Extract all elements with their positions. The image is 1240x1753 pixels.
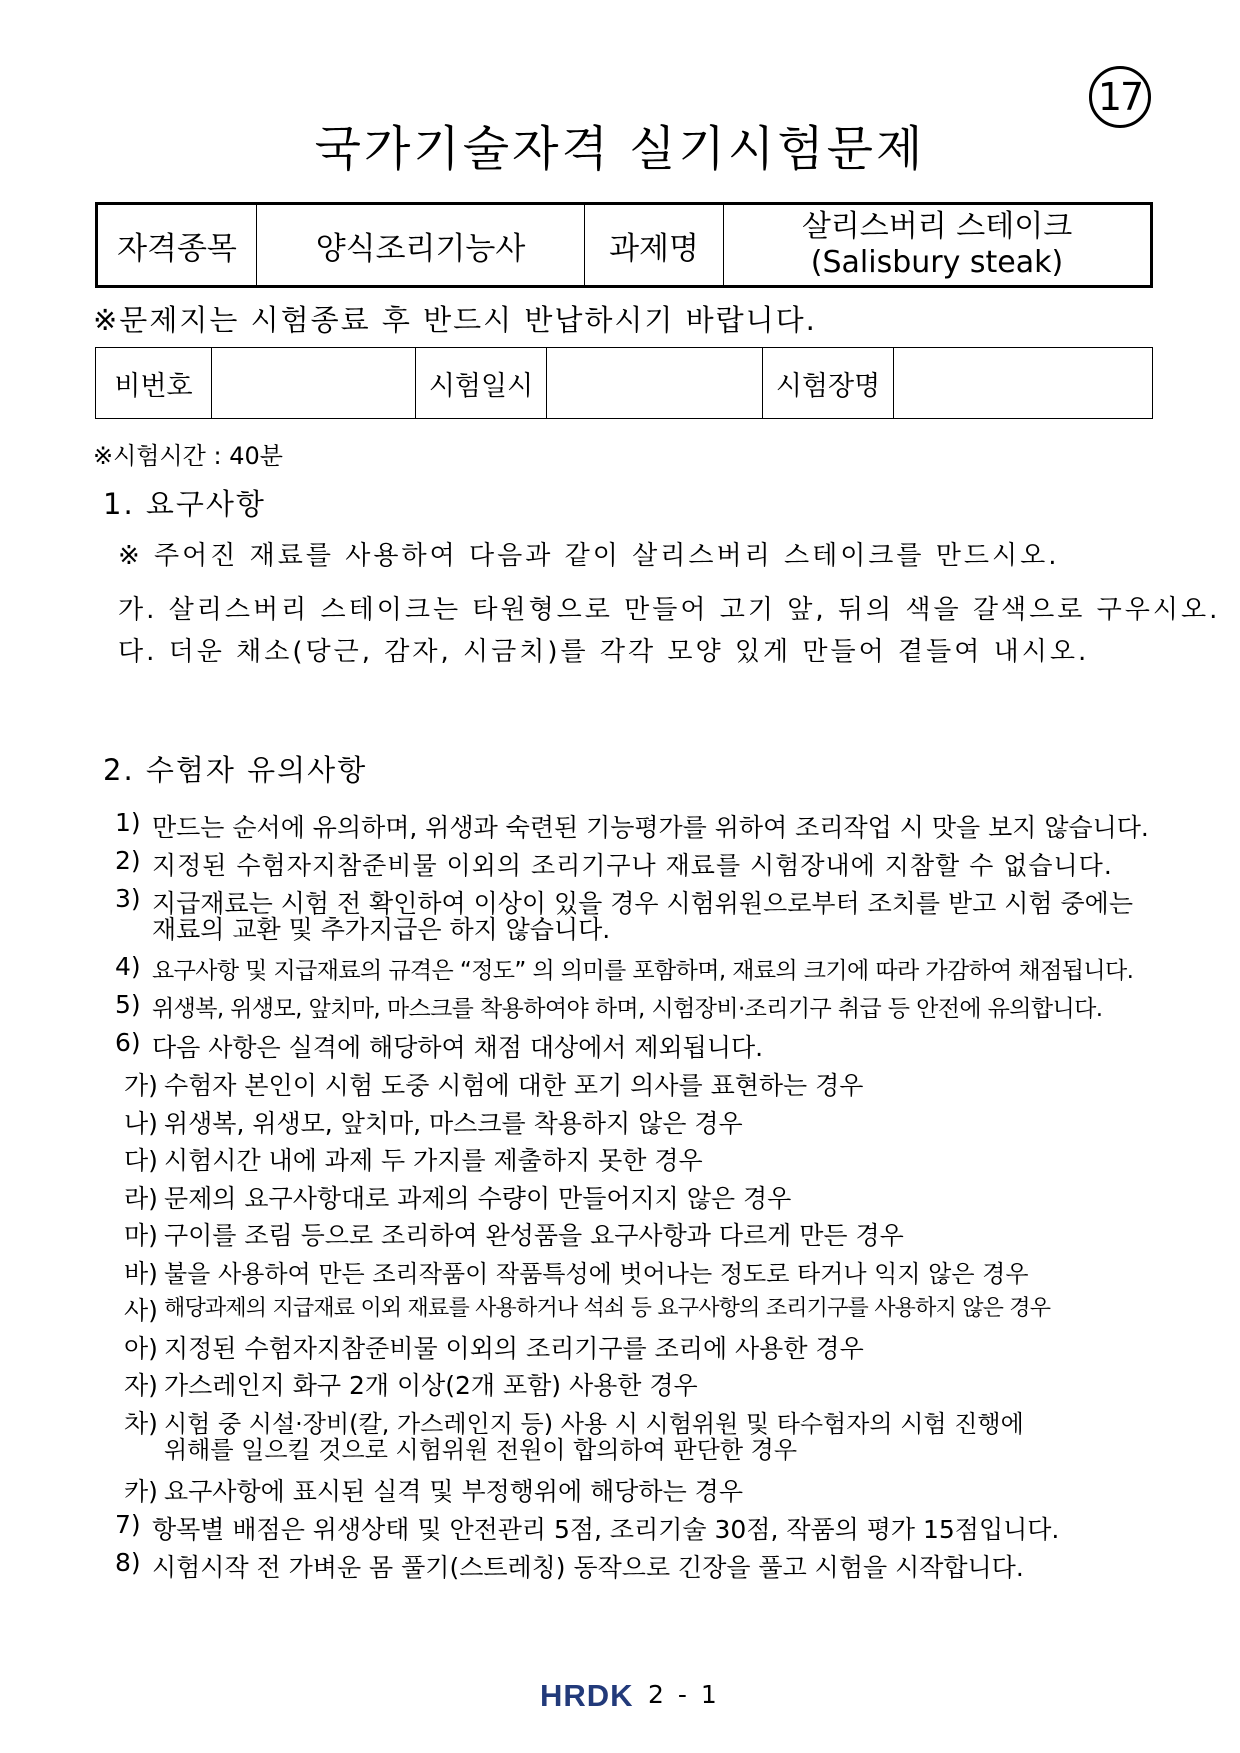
sub-item-text: 해당과제의 지급재료 이외 재료를 사용하거나 석쇠 등 요구사항의 조리기구를 사용하지 않은 경우 <box>164 1296 1051 1321</box>
sub-item-text: 요구사항에 표시된 실격 및 부정행위에 해당하는 경우 <box>164 1477 743 1506</box>
problem-number-badge: 17 <box>1089 66 1151 128</box>
exam-place-field[interactable] <box>894 348 1153 419</box>
sub-item-text: 구이를 조림 등으로 조리하여 완성품을 요구사항과 다르게 만든 경우 <box>164 1221 904 1250</box>
exam-info-table <box>95 347 1153 419</box>
sub-item-text: 시험 중 시설·장비(칼, 가스레인지 등) 사용 시 시험위원 및 타수험자의 시험 진행에 <box>164 1410 1024 1438</box>
note-number: 3) <box>115 884 141 913</box>
sub-item-number: 카) <box>124 1477 158 1506</box>
exam-number-field[interactable] <box>212 348 416 419</box>
category-value: 양식조리기능사 <box>257 204 585 287</box>
requirement-item: 다. 더운 채소(당근, 감자, 시금치)를 각각 모양 있게 만들어 곁들여 내시오. <box>118 637 1090 667</box>
sub-item-number: 마) <box>124 1221 158 1250</box>
note-number: 6) <box>115 1028 141 1057</box>
sub-item-number: 아) <box>124 1334 158 1363</box>
sub-item-number: 자) <box>124 1371 158 1400</box>
sub-item-text: 가스레인지 화구 2개 이상(2개 포함) 사용한 경우 <box>164 1371 698 1400</box>
sub-item-number: 다) <box>124 1146 158 1175</box>
sub-item-number: 가) <box>124 1071 158 1100</box>
sub-item-number: 바) <box>124 1259 158 1288</box>
task-label: 과제명 <box>585 204 724 287</box>
sub-item-text: 시험시간 내에 과제 두 가지를 제출하지 못한 경우 <box>164 1146 703 1175</box>
note-text: 항목별 배점은 위생상태 및 안전관리 5점, 조리기술 30점, 작품의 평가 15점입니다. <box>152 1515 1060 1544</box>
exam-date-field[interactable] <box>547 348 763 419</box>
note-text-continued: 재료의 교환 및 추가지급은 하지 않습니다. <box>152 915 611 944</box>
note-number: 1) <box>115 808 141 837</box>
note-text: 시험시작 전 가벼운 몸 풀기(스트레칭) 동작으로 긴장을 풀고 시험을 시작합니다. <box>152 1553 1024 1582</box>
page-title: 국가기술자격 실기시험문제 <box>314 121 926 177</box>
category-label: 자격종목 <box>97 204 257 287</box>
note-number: 8) <box>115 1548 141 1577</box>
note-text: 위생복, 위생모, 앞치마, 마스크를 착용하여야 하며, 시험장비·조리기구 취급 등 안전에 유의합니다. <box>152 996 1103 1022</box>
notes-heading: 2. 수험자 유의사항 <box>103 753 368 787</box>
exam-time: ※시험시간 : 40분 <box>93 442 283 470</box>
task-name-korean: 살리스버리 스테이크 <box>801 209 1073 244</box>
exam-date-label: 시험일시 <box>416 348 547 419</box>
exam-place-label: 시험장명 <box>763 348 894 419</box>
sub-item-text: 수험자 본인이 시험 도중 시험에 대한 포기 의사를 표현하는 경우 <box>164 1071 864 1100</box>
requirements-heading: 1. 요구사항 <box>103 487 266 521</box>
task-value <box>724 204 1152 287</box>
sub-item-number: 차) <box>124 1409 158 1438</box>
sub-item-text: 지정된 수험자지참준비물 이외의 조리기구를 조리에 사용한 경우 <box>164 1334 864 1363</box>
note-number: 5) <box>115 990 141 1019</box>
note-text: 만드는 순서에 유의하며, 위생과 숙련된 기능평가를 위하여 조리작업 시 맛을 보지 않습니다. <box>152 813 1149 842</box>
task-name-english: (Salisbury steak) <box>810 245 1064 280</box>
requirements-intro: ※ 주어진 재료를 사용하여 다음과 같이 살리스버리 스테이크를 만드시오. <box>118 541 1060 571</box>
qualification-table <box>95 202 1153 288</box>
note-text: 지정된 수험자지참준비물 이외의 조리기구나 재료를 시험장내에 지참할 수 없습니다. <box>152 851 1113 880</box>
requirement-item: 가. 살리스버리 스테이크는 타원형으로 만들어 고기 앞, 뒤의 색을 갈색으로 구우시오. <box>118 595 1221 625</box>
page-number: 2 - 1 <box>648 1680 720 1709</box>
note-number: 7) <box>115 1510 141 1539</box>
return-notice: ※문제지는 시험종료 후 반드시 반납하시기 바랍니다. <box>93 303 817 337</box>
note-text: 요구사항 및 지급재료의 규격은 “정도” 의 의미를 포함하며, 재료의 크기에 따라 가감하여 채점됩니다. <box>152 958 1134 984</box>
note-number: 2) <box>115 846 141 875</box>
note-number: 4) <box>115 952 141 981</box>
sub-item-number: 라) <box>124 1184 158 1213</box>
hrdk-logo: HRDK <box>540 1678 634 1713</box>
sub-item-text: 문제의 요구사항대로 과제의 수량이 만들어지지 않은 경우 <box>164 1184 792 1213</box>
note-text: 지급재료는 시험 전 확인하여 이상이 있을 경우 시험위원으로부터 조치를 받고 시험 중에는 <box>152 889 1133 918</box>
sub-item-text: 불을 사용하여 만든 조리작품이 작품특성에 벗어나는 정도로 타거나 익지 않은 경우 <box>164 1260 1029 1288</box>
sub-item-number: 나) <box>124 1109 158 1138</box>
sub-item-text: 위생복, 위생모, 앞치마, 마스크를 착용하지 않은 경우 <box>164 1109 743 1138</box>
note-text: 다음 사항은 실격에 해당하여 채점 대상에서 제외됩니다. <box>152 1033 764 1062</box>
exam-number-label: 비번호 <box>96 348 212 419</box>
sub-item-text-continued: 위해를 일으킬 것으로 시험위원 전원이 합의하여 판단한 경우 <box>164 1436 798 1464</box>
sub-item-number: 사) <box>124 1296 158 1325</box>
